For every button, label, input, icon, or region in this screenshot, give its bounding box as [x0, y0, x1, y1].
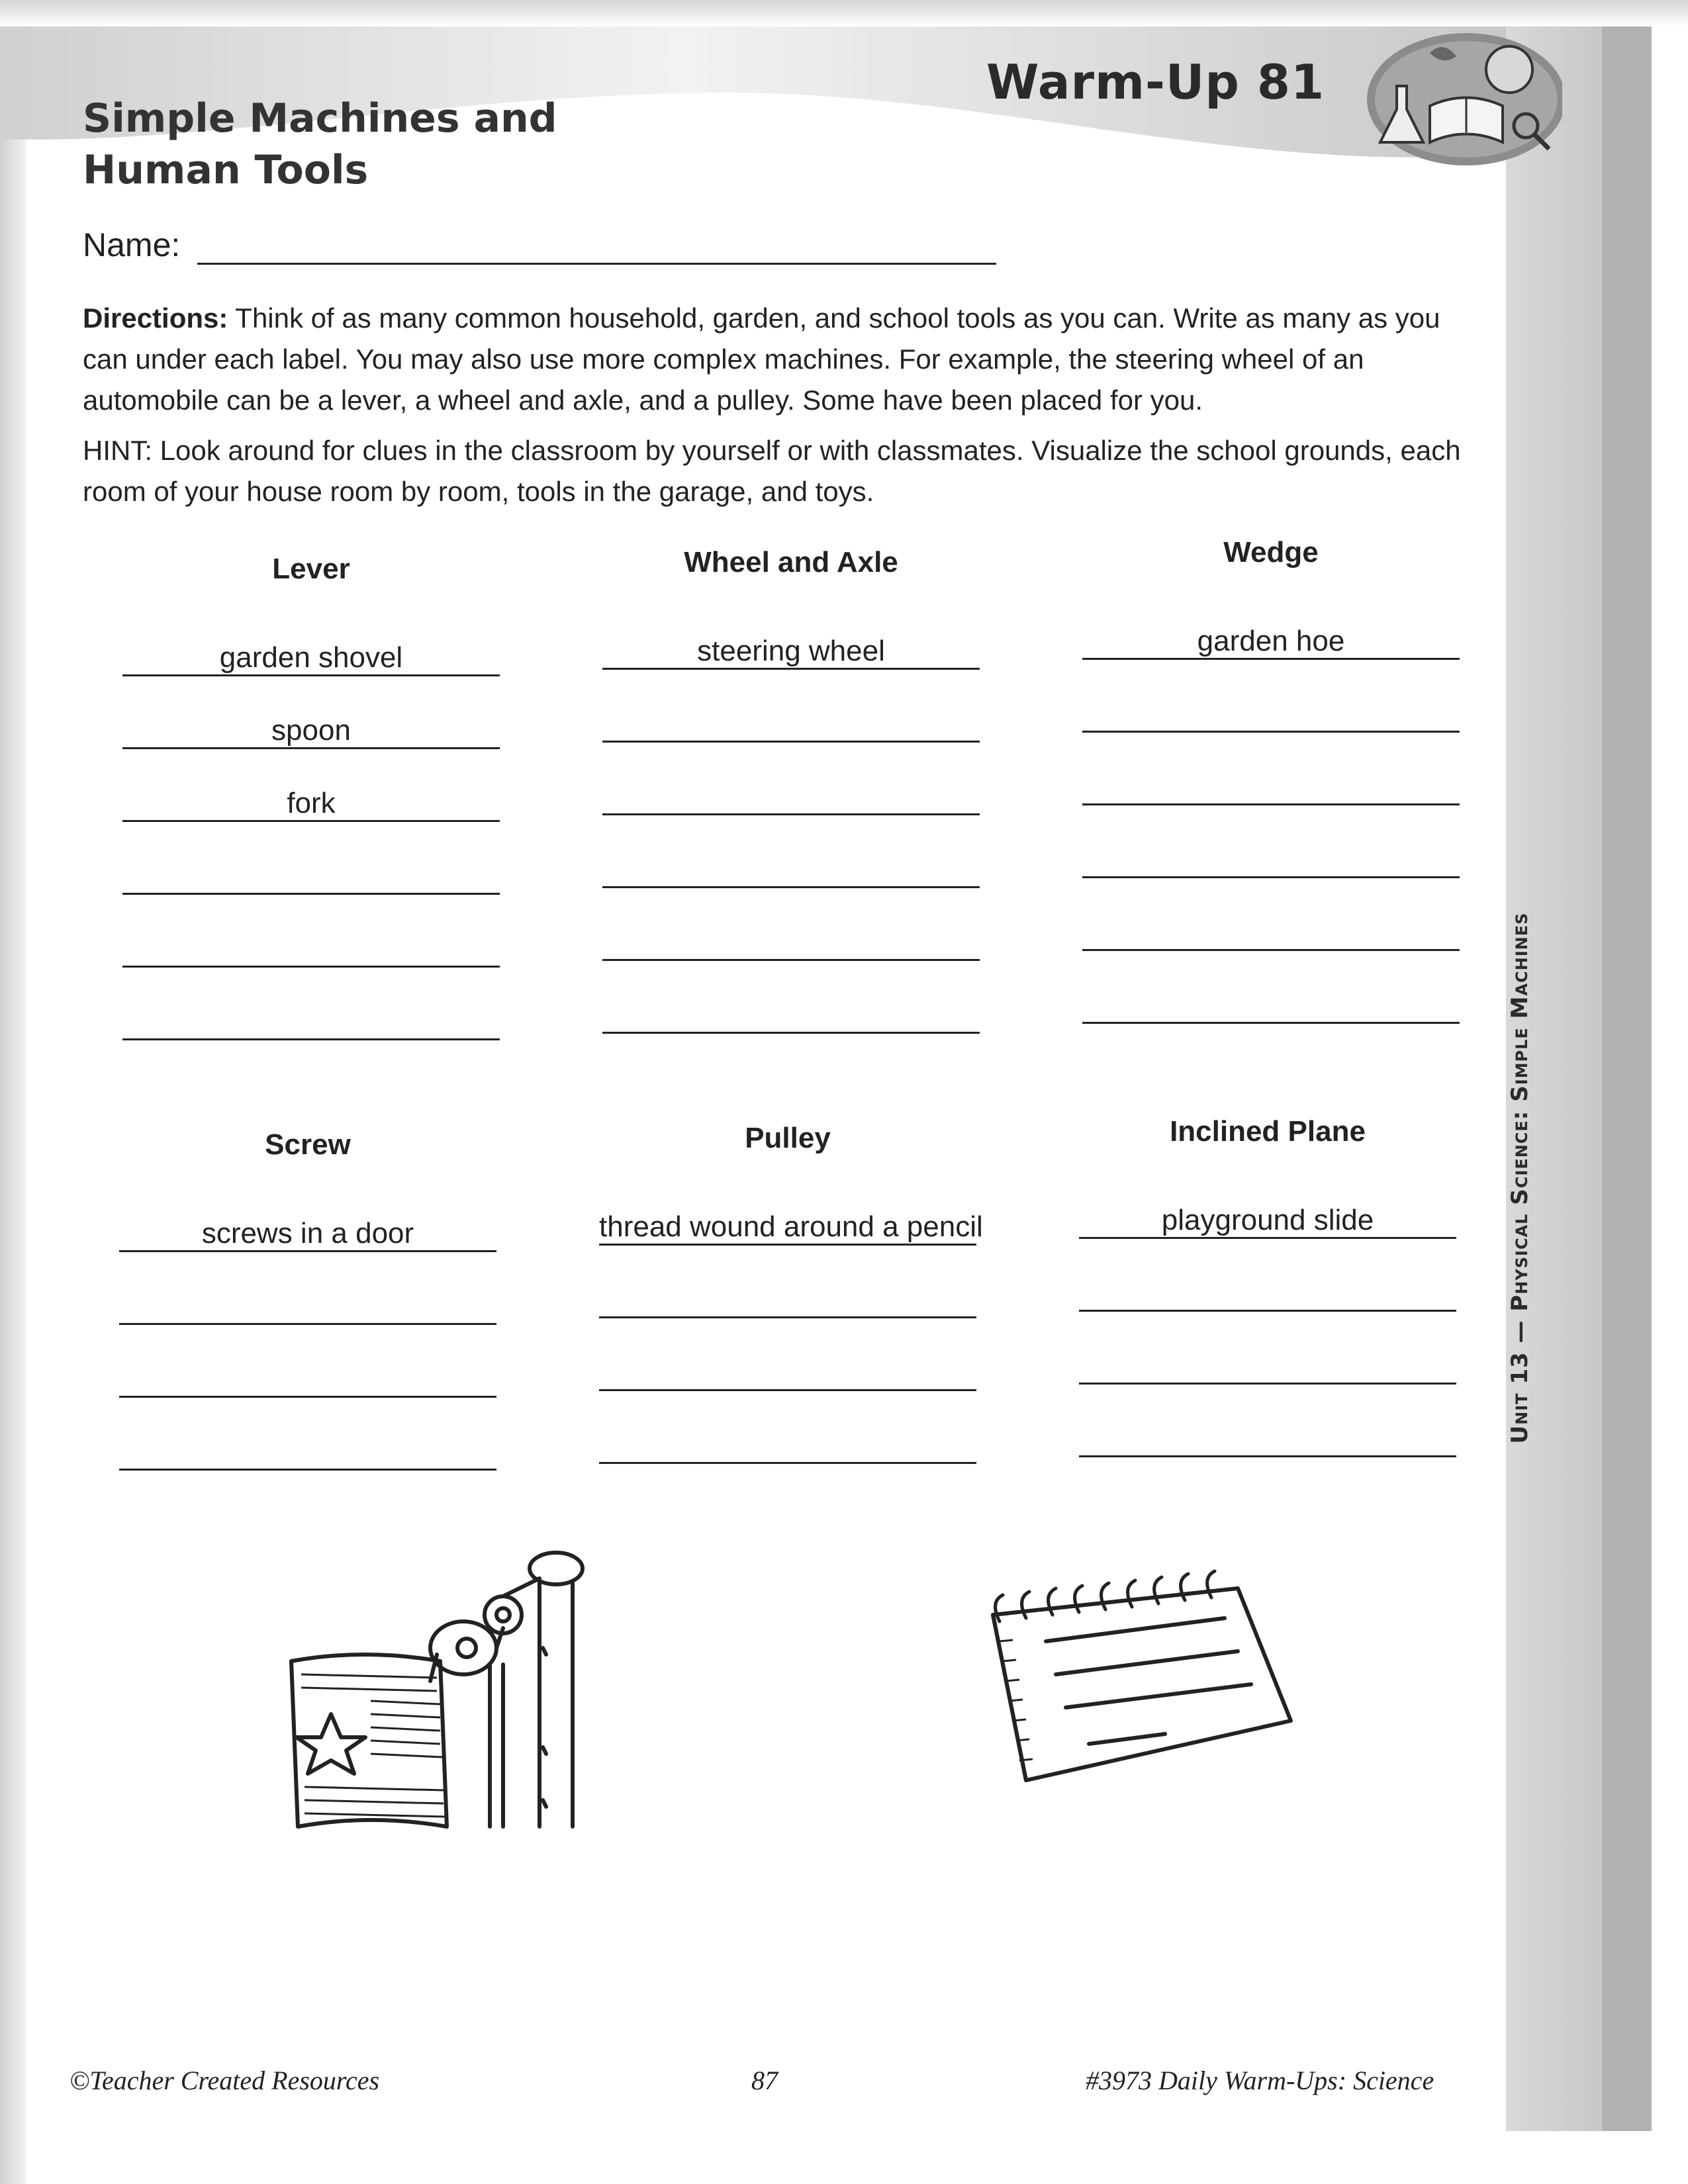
answer-row[interactable] — [602, 834, 980, 907]
answer-line — [599, 1244, 976, 1246]
column-heading: Wedge — [1223, 536, 1319, 569]
answer-line — [602, 1032, 980, 1034]
warmup-number: Warm-Up 81 — [986, 54, 1325, 110]
name-label: Name: — [83, 226, 181, 263]
title-line-1: Simple Machines and — [83, 95, 557, 142]
column-heading: Inclined Plane — [1170, 1115, 1366, 1148]
page-title — [83, 93, 679, 196]
answer-line — [119, 1396, 496, 1398]
answer-row[interactable] — [1079, 1330, 1456, 1403]
answer-line — [602, 813, 980, 815]
directions-label: Directions: — [83, 302, 228, 334]
answer-row[interactable] — [602, 688, 980, 761]
footer-book-title: #3973 Daily Warm-Ups: Science — [1086, 2066, 1434, 2095]
answer-row[interactable] — [1082, 606, 1460, 678]
answer-row[interactable] — [602, 761, 980, 834]
answer-line — [602, 959, 980, 961]
answer-text: playground slide — [1161, 1204, 1374, 1236]
answer-row[interactable] — [122, 841, 500, 913]
answer-text: thread wound around a pencil — [599, 1210, 983, 1243]
answer-text: spoon — [271, 714, 351, 747]
column-screw — [119, 1125, 496, 1489]
hint-text: HINT: Look around for clues in the classroom by yourself or with classmates. Visualize the school grounds, each room of your house room by room, tools in the garage, and toys. — [83, 435, 1461, 507]
column-pulley — [599, 1118, 983, 1482]
answer-line — [602, 668, 980, 670]
column-heading: Lever — [272, 553, 350, 585]
answer-row[interactable] — [599, 1191, 983, 1264]
answer-row[interactable] — [119, 1343, 496, 1416]
name-row — [83, 218, 996, 265]
answer-row[interactable] — [1082, 824, 1460, 897]
answer-line — [122, 820, 500, 822]
answer-line — [1079, 1455, 1456, 1457]
answer-line — [599, 1316, 976, 1318]
answer-line — [1082, 731, 1460, 733]
answer-row[interactable] — [1079, 1403, 1456, 1476]
answer-line — [1079, 1383, 1456, 1385]
answer-line — [1082, 803, 1460, 805]
spiral-notepad-icon — [973, 1569, 1317, 1794]
answer-row[interactable] — [602, 907, 980, 979]
answer-line — [122, 674, 500, 676]
science-emblem-icon — [1350, 26, 1562, 172]
name-input-line[interactable] — [197, 224, 996, 265]
side-band-edge — [1602, 26, 1652, 2131]
scan-shadow-left — [0, 0, 26, 2184]
column-heading: Wheel and Axle — [684, 546, 898, 578]
title-line-2: Human Tools — [83, 147, 369, 193]
answer-row[interactable] — [1082, 751, 1460, 824]
answer-row[interactable] — [602, 979, 980, 1052]
answer-text: steering wheel — [697, 635, 885, 667]
directions-text: Think of as many common household, garden, and school tools as you can. Write as many as you can under each label. You may also use more complex machines. For example, the steering wheel of an automobile can be a lever, a wheel and axle, and a pulley. Some have been placed for you. — [83, 302, 1440, 416]
answer-line — [1079, 1310, 1456, 1312]
footer-publisher: ©Teacher Created Resources — [70, 2066, 380, 2095]
answer-row[interactable] — [1079, 1185, 1456, 1257]
answer-row[interactable] — [1082, 897, 1460, 970]
answer-row[interactable] — [122, 622, 500, 695]
answer-row[interactable] — [1082, 970, 1460, 1042]
answer-row[interactable] — [122, 913, 500, 986]
answer-text: garden shovel — [219, 641, 403, 674]
answer-line — [119, 1323, 496, 1325]
footer-page-number: 87 — [751, 2066, 778, 2095]
answer-text: fork — [287, 787, 336, 819]
column-heading: Pulley — [745, 1122, 831, 1154]
answer-row[interactable] — [119, 1416, 496, 1489]
unit-side-label: Unit 13 — Physical Science: Simple Machines — [1507, 912, 1533, 1444]
answer-line — [599, 1462, 976, 1464]
answer-text: garden hoe — [1197, 625, 1345, 657]
answer-row[interactable] — [122, 768, 500, 841]
answer-row[interactable] — [1082, 678, 1460, 751]
answer-row[interactable] — [1079, 1257, 1456, 1330]
flagpole-pulley-icon — [278, 1549, 596, 1833]
answer-row[interactable] — [599, 1264, 976, 1337]
column-wheel-and-axle — [602, 543, 980, 1052]
answer-line — [119, 1250, 496, 1252]
column-wedge — [1082, 533, 1460, 1042]
answer-row[interactable] — [599, 1410, 976, 1482]
answer-line — [122, 1038, 500, 1040]
answer-line — [599, 1389, 976, 1391]
column-heading: Screw — [265, 1128, 351, 1161]
answer-text: screws in a door — [201, 1217, 414, 1250]
answer-line — [122, 747, 500, 749]
column-inclined-plane — [1079, 1112, 1456, 1476]
directions — [83, 298, 1473, 421]
answer-row[interactable] — [119, 1198, 496, 1271]
answer-line — [1082, 1022, 1460, 1024]
answer-line — [1082, 949, 1460, 951]
column-lever — [122, 549, 500, 1059]
answer-line — [602, 741, 980, 743]
answer-line — [1082, 876, 1460, 878]
answer-line — [122, 893, 500, 895]
answer-row[interactable] — [599, 1337, 976, 1410]
answer-line — [602, 886, 980, 888]
answer-line — [119, 1469, 496, 1471]
scan-shadow-top — [0, 0, 1688, 26]
answer-row[interactable] — [122, 986, 500, 1059]
answer-row[interactable] — [119, 1271, 496, 1343]
answer-row[interactable] — [602, 615, 980, 688]
answer-line — [1082, 658, 1460, 660]
answer-line — [1079, 1237, 1456, 1239]
answer-row[interactable] — [122, 695, 500, 768]
answer-line — [122, 966, 500, 968]
